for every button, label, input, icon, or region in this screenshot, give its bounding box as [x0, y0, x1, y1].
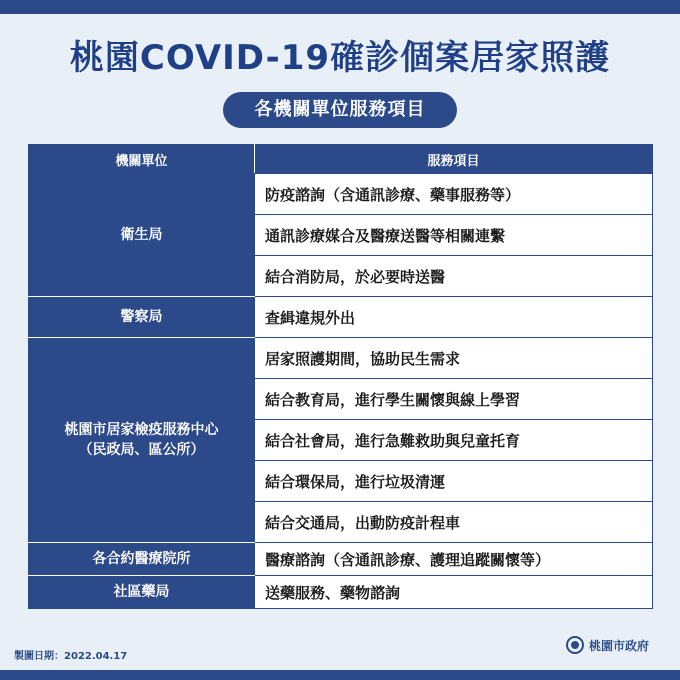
table-row: [29, 297, 653, 338]
unit-name: 桃園市居家檢疫服務中心: [64, 422, 219, 438]
unit-name: 警察局: [120, 309, 163, 325]
unit-name: 各合約醫療院所: [92, 551, 191, 567]
city-seal-icon: [566, 636, 584, 654]
service-table: [28, 144, 653, 609]
header-unit: 機關單位: [29, 145, 255, 174]
unit-cell: [29, 297, 255, 338]
service-cell: 防疫諮詢（含通訊診療、藥事服務等）: [255, 174, 653, 215]
service-cell: 查緝違規外出: [255, 297, 653, 338]
bottom-bar: [0, 670, 680, 680]
table-row: [29, 543, 653, 576]
table-header-row: [29, 145, 653, 174]
service-cell: 結合交通局，出動防疫計程車: [255, 502, 653, 543]
unit-name: 社區藥局: [113, 584, 170, 600]
service-cell: 送藥服務、藥物諮詢: [255, 576, 653, 609]
top-bar: [0, 0, 680, 14]
table-row: [29, 576, 653, 609]
service-cell: 結合教育局，進行學生關懷與線上學習: [255, 379, 653, 420]
service-cell: 結合社會局，進行急難救助與兒童托育: [255, 420, 653, 461]
org-name: 桃園市政府: [589, 638, 650, 653]
unit-cell: [29, 543, 255, 576]
service-cell: 居家照護期間，協助民生需求: [255, 338, 653, 379]
unit-cell: [29, 174, 255, 297]
service-cell: 結合消防局，於必要時送醫: [255, 256, 653, 297]
footer-logo: [566, 636, 649, 654]
subtitle-badge: 各機關單位服務項目: [223, 92, 457, 128]
header-service: 服務項目: [255, 145, 653, 174]
page-title: 桃園COVID-19確診個案居家照護: [69, 38, 611, 78]
service-cell: 通訊診療媒合及醫療送醫等相關連繫: [255, 215, 653, 256]
unit-name: 衛生局: [120, 227, 163, 243]
service-cell: 結合環保局，進行垃圾清運: [255, 461, 653, 502]
unit-subname: （民政局、區公所）: [78, 442, 205, 458]
unit-cell: [29, 576, 255, 609]
unit-cell: [29, 338, 255, 543]
table-row: [29, 338, 653, 379]
service-cell: 醫療諮詢（含通訊診療、護理追蹤關懷等）: [255, 543, 653, 576]
footer-date: 製圖日期：2022.04.17: [14, 651, 128, 662]
table-row: [29, 174, 653, 215]
